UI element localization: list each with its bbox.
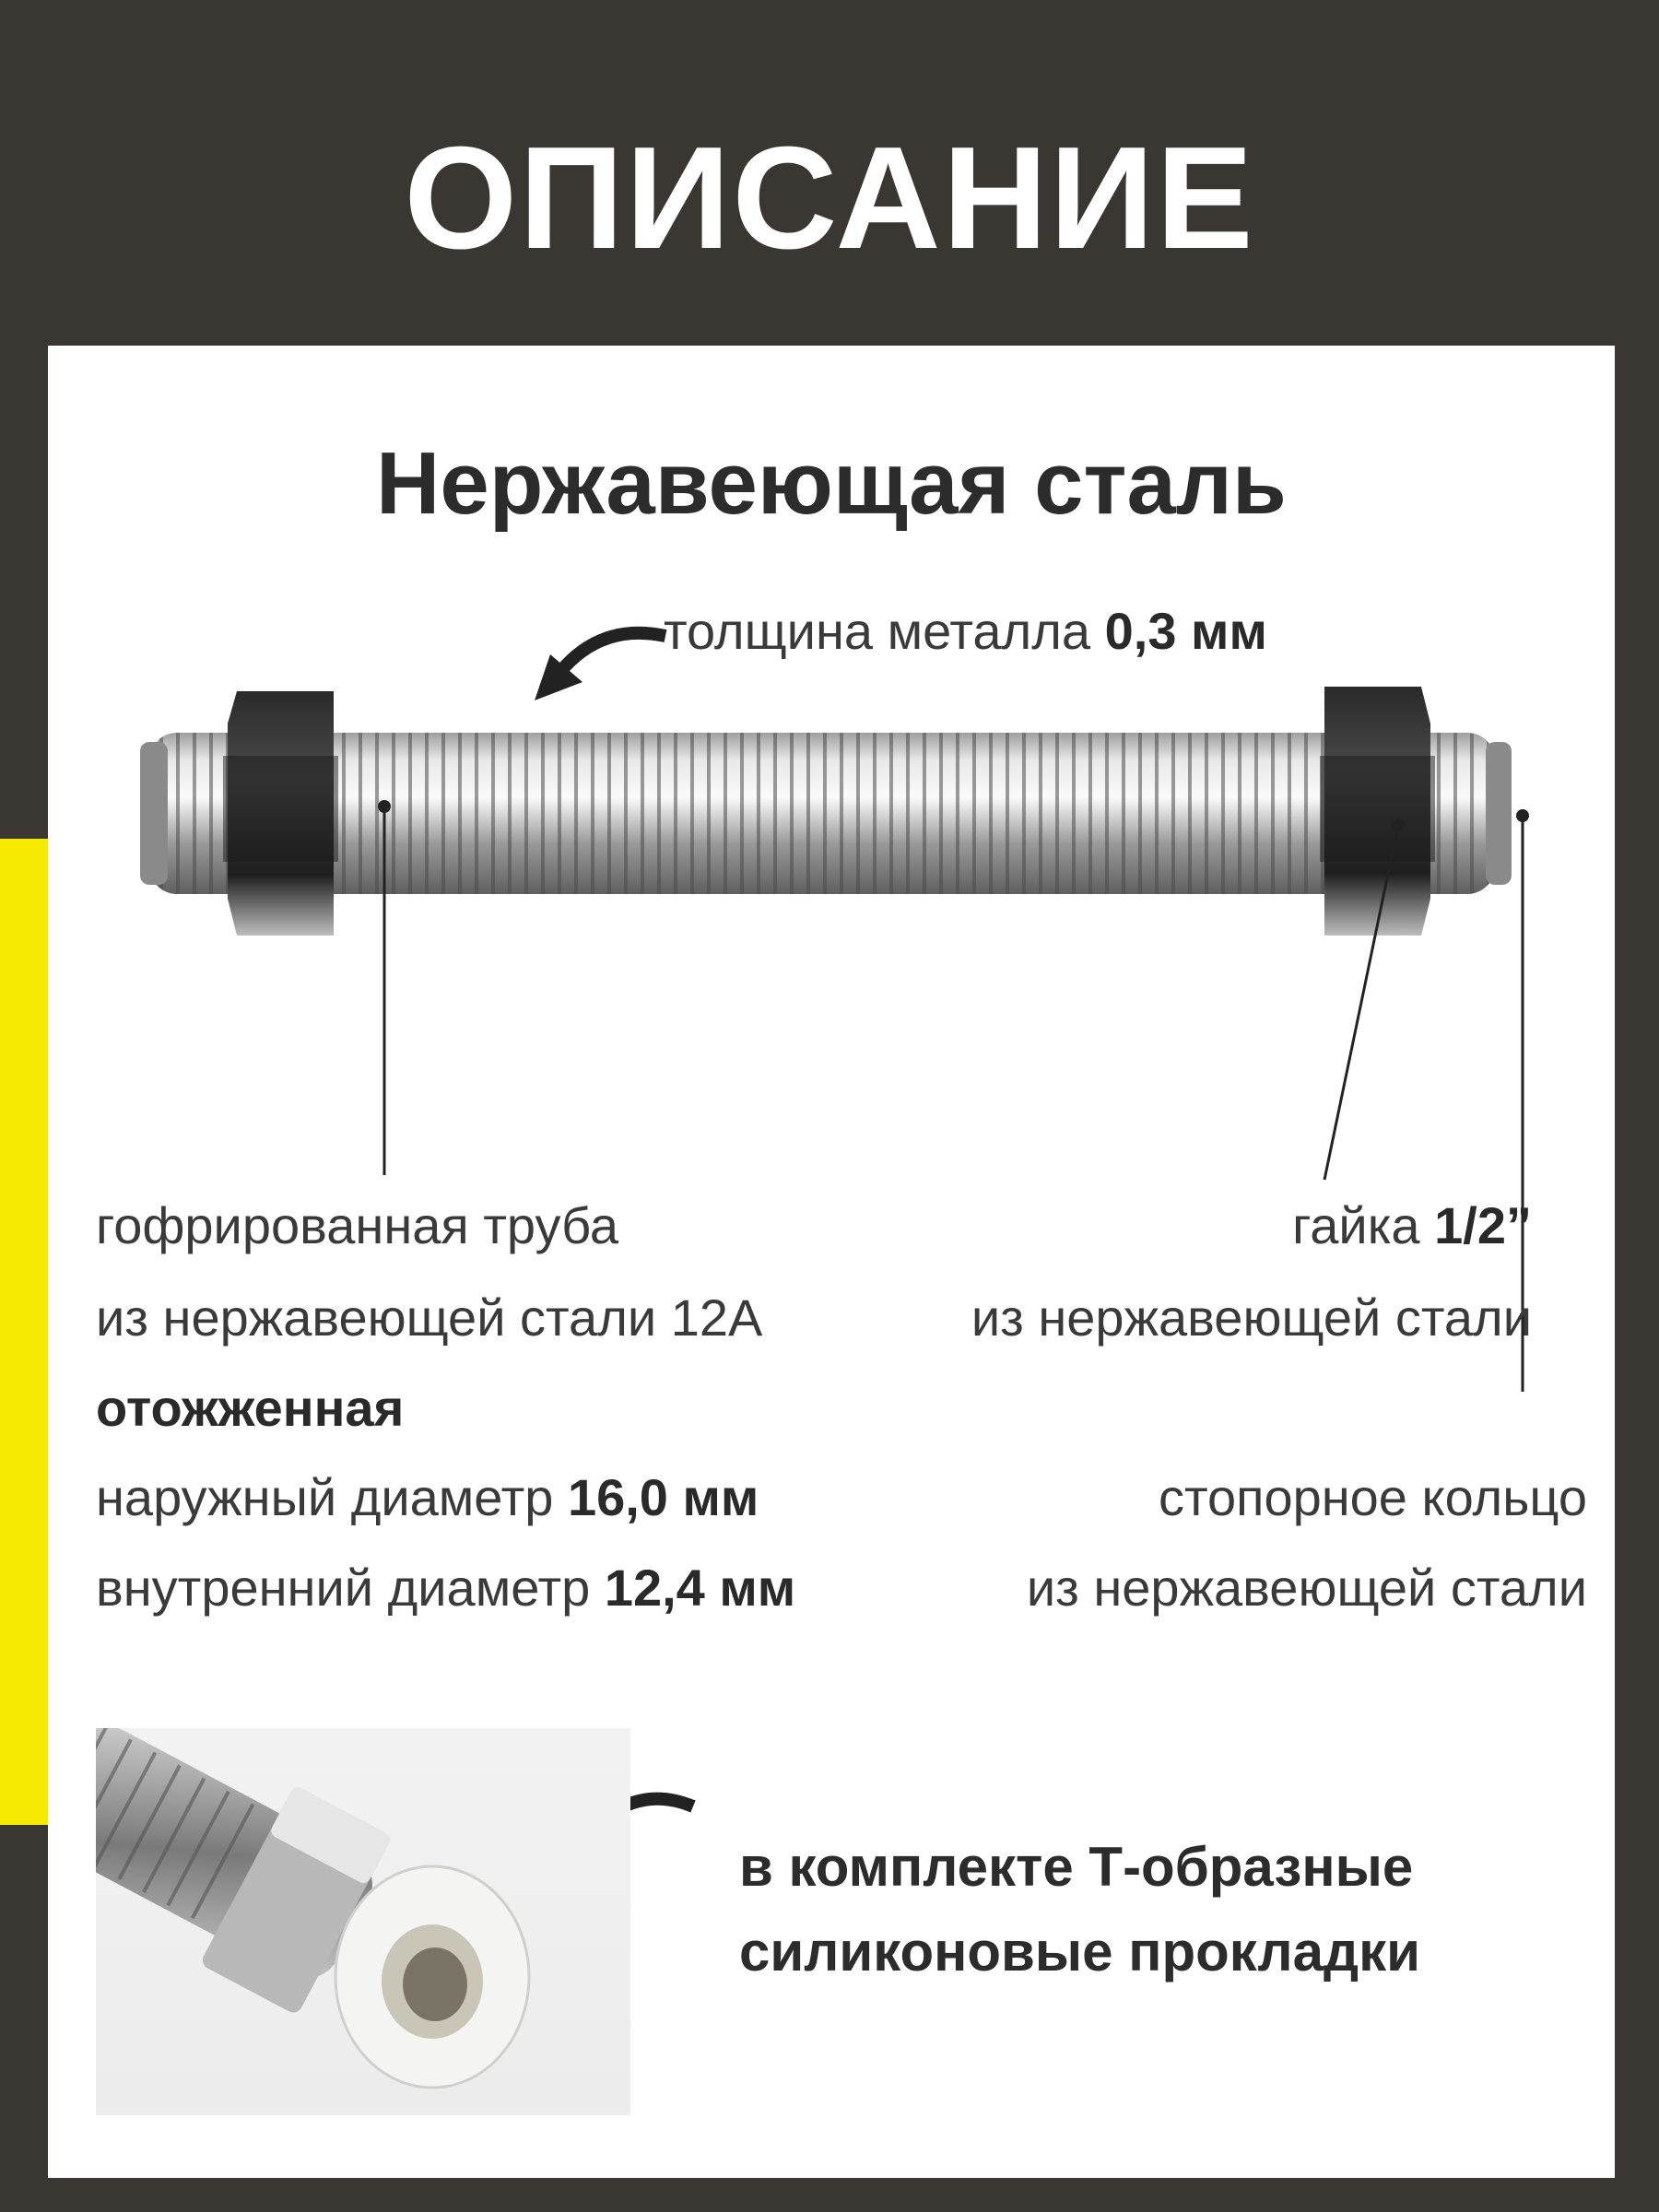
corrugated-tube (149, 733, 1495, 894)
outer-diameter: наружный диаметр 16,0 мм (96, 1468, 759, 1526)
card-subtitle: Нержавеющая сталь (376, 434, 1287, 533)
nut-label: гайка 1/2” (1292, 1196, 1532, 1254)
tube-line-1: гофрированная труба (96, 1196, 618, 1254)
gasket-photo (96, 1728, 630, 2115)
accent-strip (0, 839, 50, 1825)
ring-line-2: из нержавеющей стали (1026, 1559, 1587, 1617)
tube-line-2: из нержавеющей стали 12А (96, 1288, 763, 1347)
tube-line-3: отожженная (96, 1379, 405, 1437)
thickness-label: толщина металла 0,3 мм (664, 602, 1267, 660)
arrow-icon (559, 633, 665, 673)
right-tube-end (1486, 742, 1512, 885)
left-tube-end (140, 742, 168, 885)
ring-line-1: стопорное кольцо (1158, 1468, 1587, 1526)
page-title: ОПИСАНИЕ (404, 117, 1255, 279)
description-card (48, 346, 1615, 2178)
nut-material: из нержавеющей стали (971, 1288, 1532, 1347)
inner-diameter: внутренний диаметр 12,4 мм (96, 1559, 796, 1617)
kit-note: в комплекте Т-образные силиконовые прокладки (739, 1836, 1420, 1983)
